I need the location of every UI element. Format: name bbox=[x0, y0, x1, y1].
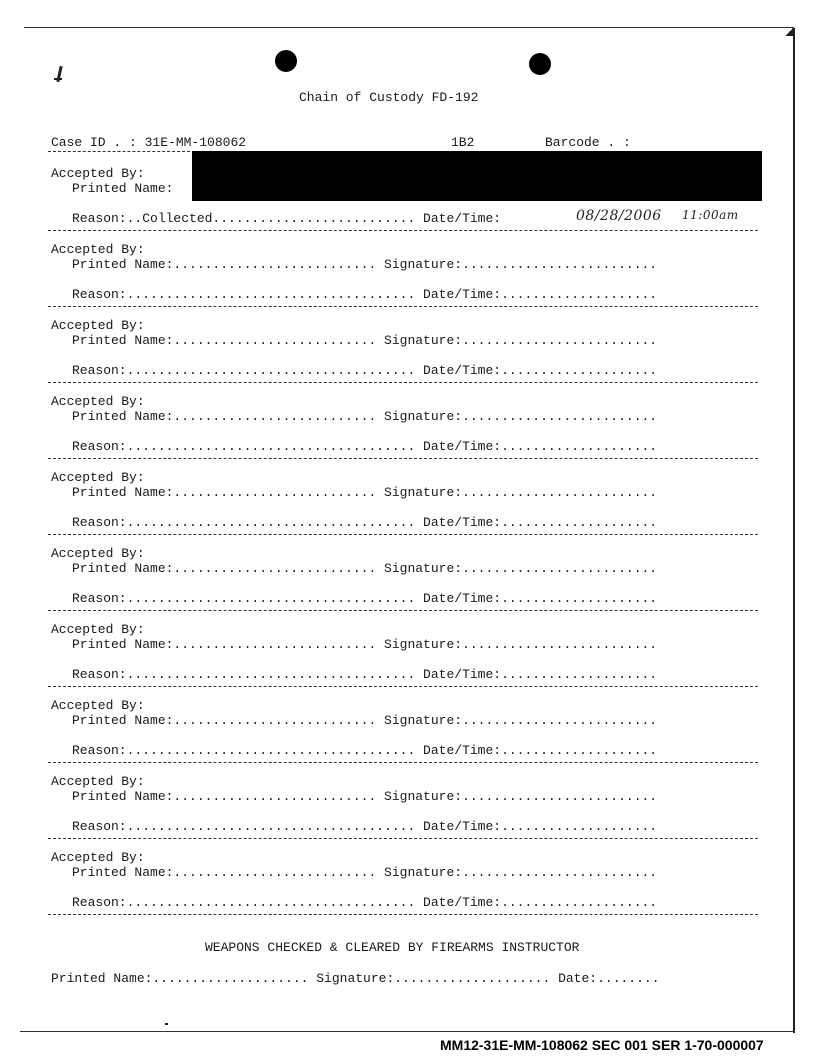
accepted-by-label: Accepted By: bbox=[51, 470, 145, 485]
accepted-by-label: Accepted By: bbox=[51, 622, 145, 637]
divider bbox=[48, 914, 758, 915]
divider bbox=[48, 230, 758, 231]
accepted-by-label: Accepted By: bbox=[51, 166, 145, 181]
printed-name-label: Printed Name: bbox=[72, 181, 174, 196]
redaction-block bbox=[192, 151, 762, 201]
accepted-by-label: Accepted By: bbox=[51, 546, 145, 561]
name-signature-row: Printed Name:.......................... Signature:......................... bbox=[72, 485, 658, 500]
divider bbox=[48, 762, 758, 763]
accepted-by-label: Accepted By: bbox=[51, 774, 145, 789]
reason-datetime-row: Reason:..................................... Date/Time:.................... bbox=[72, 515, 658, 530]
reason-datetime-row: Reason:..................................... Date/Time:.................... bbox=[72, 287, 658, 302]
barcode-label: Barcode . : bbox=[545, 135, 631, 150]
name-signature-row: Printed Name:.......................... Signature:......................... bbox=[72, 333, 658, 348]
name-signature-row: Printed Name:.......................... Signature:......................... bbox=[72, 409, 658, 424]
handwritten-date: 08/28/2006 bbox=[576, 208, 662, 224]
accepted-by-label: Accepted By: bbox=[51, 394, 145, 409]
case-id-row bbox=[51, 135, 246, 150]
page-corner-mark bbox=[785, 27, 794, 36]
divider bbox=[48, 151, 190, 152]
accepted-by-label: Accepted By: bbox=[51, 242, 145, 257]
divider bbox=[48, 838, 758, 839]
reason-datetime-row: Reason:..................................... Date/Time:.................... bbox=[72, 667, 658, 682]
scan-speck bbox=[54, 78, 62, 80]
divider bbox=[48, 382, 758, 383]
punch-hole-right bbox=[529, 53, 551, 75]
divider bbox=[48, 306, 758, 307]
name-signature-row: Printed Name:.......................... Signature:......................... bbox=[72, 713, 658, 728]
case-id-value: 31E-MM-108062 bbox=[144, 135, 247, 150]
accepted-by-label: Accepted By: bbox=[51, 850, 145, 865]
scan-speck bbox=[165, 1023, 168, 1025]
accepted-by-label: Accepted By: bbox=[51, 318, 145, 333]
document-serial: MM12-31E-MM-108062 SEC 001 SER 1-70-000007 bbox=[440, 1037, 764, 1053]
reason-collected: Reason:..Collected.......................... Date/Time: bbox=[72, 211, 502, 226]
name-signature-row: Printed Name:.......................... Signature:......................... bbox=[72, 257, 658, 272]
case-id-label: Case ID . : bbox=[51, 135, 145, 150]
divider bbox=[48, 610, 758, 611]
page-border-bottom bbox=[20, 1031, 793, 1032]
page-border-top bbox=[24, 27, 794, 28]
weapons-signoff-row: Printed Name:.................... Signature:.................... Date:........ bbox=[51, 971, 660, 986]
page-border-right bbox=[793, 28, 795, 1033]
reason-datetime-row: Reason:..................................... Date/Time:.................... bbox=[72, 439, 658, 454]
reason-datetime-row: Reason:..................................... Date/Time:.................... bbox=[72, 819, 658, 834]
form-title: Chain of Custody FD-192 bbox=[299, 90, 479, 105]
reason-datetime-row: Reason:..................................... Date/Time:.................... bbox=[72, 591, 658, 606]
reason-datetime-row: Reason:..................................... Date/Time:.................... bbox=[72, 363, 658, 378]
accepted-by-label: Accepted By: bbox=[51, 698, 145, 713]
divider bbox=[48, 534, 758, 535]
item-number: 1B2 bbox=[451, 135, 475, 150]
punch-hole-left bbox=[275, 50, 297, 72]
name-signature-row: Printed Name:.......................... Signature:......................... bbox=[72, 637, 658, 652]
divider bbox=[48, 686, 758, 687]
reason-datetime-row: Reason:..................................... Date/Time:.................... bbox=[72, 743, 658, 758]
name-signature-row: Printed Name:.......................... Signature:......................... bbox=[72, 865, 658, 880]
name-signature-row: Printed Name:.......................... Signature:......................... bbox=[72, 561, 658, 576]
name-signature-row: Printed Name:.......................... Signature:......................... bbox=[72, 789, 658, 804]
reason-datetime-row: Reason:..................................... Date/Time:.................... bbox=[72, 895, 658, 910]
divider bbox=[48, 458, 758, 459]
handwritten-time: 11:00am bbox=[682, 208, 739, 222]
weapons-heading: WEAPONS CHECKED & CLEARED BY FIREARMS INSTRUCTOR bbox=[205, 940, 580, 955]
